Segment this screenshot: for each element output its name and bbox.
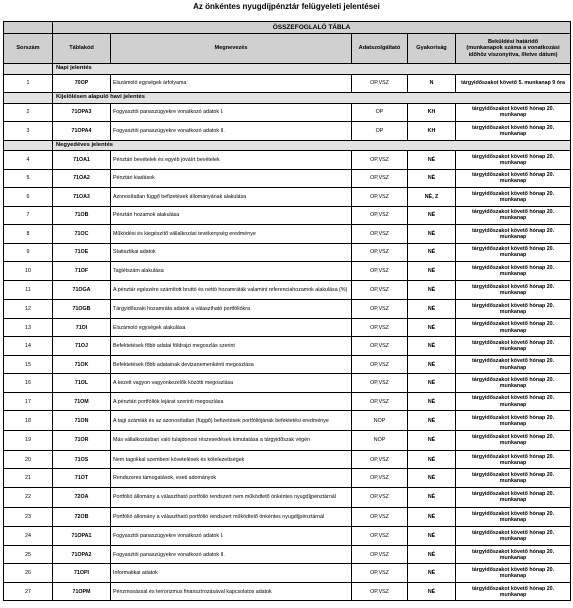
table-row bbox=[4, 545, 571, 564]
table-row bbox=[4, 411, 571, 431]
cell-table-code: 71OB bbox=[53, 206, 111, 225]
cell-frequency: NÉ bbox=[408, 355, 456, 374]
cell-description: Elszámoló egységek árfolyama bbox=[111, 74, 352, 93]
cell-provider: OP,VSZ bbox=[352, 545, 408, 564]
table-row bbox=[4, 450, 571, 469]
header-code: Táblakód bbox=[53, 34, 111, 64]
section-title: Negyedéves jelentés bbox=[53, 140, 571, 151]
cell-provider: OP,VSZ bbox=[352, 300, 408, 319]
cell-provider: OP bbox=[352, 103, 408, 122]
cell-provider: OP,VSZ bbox=[352, 206, 408, 225]
cell-table-code: 71OM bbox=[53, 392, 111, 411]
table-row bbox=[4, 280, 571, 300]
cell-description: A pénztár egészére számított bruttó és nettó hozamráták valamint referenciahozamok alakulása (%) bbox=[111, 280, 352, 300]
cell-frequency: KH bbox=[408, 122, 456, 141]
cell-provider: OP,VSZ bbox=[352, 355, 408, 374]
cell-number: 22 bbox=[4, 487, 53, 507]
cell-frequency: KH bbox=[408, 103, 456, 122]
cell-description: Működési és kiegészítő vállalkozási tevékenység eredménye bbox=[111, 225, 352, 244]
cell-number: 1 bbox=[4, 74, 53, 93]
table-row bbox=[4, 469, 571, 488]
table-row bbox=[4, 392, 571, 411]
cell-number: 13 bbox=[4, 318, 53, 337]
cell-table-code: 71OR bbox=[53, 431, 111, 451]
cell-description: Fogyasztói panaszügyekre vonatkozó adatok II. bbox=[111, 122, 352, 141]
cell-table-code: 70OP bbox=[53, 74, 111, 93]
cell-deadline: tárgyidőszakot követő hónap 20. munkanap bbox=[456, 374, 571, 393]
header-name: Megnevezés bbox=[111, 34, 352, 64]
cell-provider: OP,VSZ bbox=[352, 188, 408, 207]
cell-description: Elszámoló egységek alakulása bbox=[111, 318, 352, 337]
cell-description: Rendszeres támogatások, eseti adományok bbox=[111, 469, 352, 488]
cell-frequency: N bbox=[408, 74, 456, 93]
cell-provider: OP,VSZ bbox=[352, 280, 408, 300]
section-row bbox=[4, 64, 571, 75]
cell-provider: OP,VSZ bbox=[352, 318, 408, 337]
cell-number: 3 bbox=[4, 122, 53, 141]
section-spacer bbox=[4, 140, 53, 151]
cell-number: 18 bbox=[4, 411, 53, 431]
cell-deadline: tárgyidőszakot követő hónap 20. munkanap bbox=[456, 103, 571, 122]
cell-provider: OP,VSZ bbox=[352, 527, 408, 546]
cell-provider: OP,VSZ bbox=[352, 487, 408, 507]
cell-description: A pénztári portfóliók lejárat szerinti megoszlása bbox=[111, 392, 352, 411]
table-caption: ÖSSZEFOGLALÓ TÁBLA bbox=[53, 22, 571, 34]
table-row bbox=[4, 337, 571, 356]
cell-deadline: tárgyidőszakot követő hónap 20. munkanap bbox=[456, 122, 571, 141]
cell-number: 17 bbox=[4, 392, 53, 411]
header-no: Sorszám bbox=[4, 34, 53, 64]
cell-deadline: tárgyidőszakot követő hónap 20. munkanap bbox=[456, 527, 571, 546]
cell-frequency: NÉ bbox=[408, 169, 456, 188]
cell-number: 8 bbox=[4, 225, 53, 244]
cell-deadline: tárgyidőszakot követő hónap 20. munkanap bbox=[456, 487, 571, 507]
cell-description: Fogyasztói panaszügyekre vonatkozó adatok I. bbox=[111, 103, 352, 122]
cell-frequency: NÉ bbox=[408, 431, 456, 451]
cell-table-code: 71OGA bbox=[53, 280, 111, 300]
section-spacer bbox=[4, 64, 53, 75]
page-title: Az önkéntes nyugdíjpénztár felügyeleti jelentései bbox=[193, 2, 380, 11]
cell-frequency: NÉ bbox=[408, 545, 456, 564]
cell-deadline: tárgyidőszakot követő hónap 20. munkanap bbox=[456, 545, 571, 564]
cell-deadline: tárgyidőszakot követő hónap 20. munkanap bbox=[456, 431, 571, 451]
cell-number: 2 bbox=[4, 103, 53, 122]
cell-frequency: NÉ bbox=[408, 392, 456, 411]
cell-frequency: NÉ bbox=[408, 300, 456, 319]
cell-frequency: NÉ bbox=[408, 243, 456, 262]
cell-table-code: 71OK bbox=[53, 355, 111, 374]
table-row bbox=[4, 374, 571, 393]
table-row bbox=[4, 318, 571, 337]
cell-frequency: NÉ bbox=[408, 507, 456, 527]
cell-description: Portfólió állomány a választható portfólió rendszert működtető önkéntes nyugdíjpénztárnál bbox=[111, 507, 352, 527]
table-row bbox=[4, 507, 571, 527]
cell-table-code: 71OC bbox=[53, 225, 111, 244]
cell-deadline: tárgyidőszakot követő hónap 20. munkanap bbox=[456, 564, 571, 583]
cell-table-code: 71OL bbox=[53, 374, 111, 393]
table-row bbox=[4, 300, 571, 319]
cell-table-code: 71OA1 bbox=[53, 151, 111, 170]
cell-number: 5 bbox=[4, 169, 53, 188]
cell-description: Más vállalkozásban való tulajdonosi részesedések kimutatása a tárgyidőszak végén bbox=[111, 431, 352, 451]
cell-number: 11 bbox=[4, 280, 53, 300]
cell-deadline: tárgyidőszakot követő hónap 20. munkanap bbox=[456, 280, 571, 300]
cell-table-code: 71OPA1 bbox=[53, 527, 111, 546]
cell-deadline: tárgyidőszakot követő hónap 20. munkanap bbox=[456, 507, 571, 527]
cell-deadline: tárgyidőszakot követő hónap 20. munkanap bbox=[456, 188, 571, 207]
cell-table-code: 71OPI bbox=[53, 564, 111, 583]
cell-deadline: tárgyidőszakot követő hónap 20. munkanap bbox=[456, 318, 571, 337]
cell-description: Statisztikai adatok bbox=[111, 243, 352, 262]
cell-provider: OP,VSZ bbox=[352, 151, 408, 170]
cell-number: 20 bbox=[4, 450, 53, 469]
cell-number: 4 bbox=[4, 151, 53, 170]
cell-provider: OP,VSZ bbox=[352, 564, 408, 583]
cell-deadline: tárgyidőszakot követő hónap 20. munkanap bbox=[456, 582, 571, 601]
cell-table-code: 71OPA2 bbox=[53, 545, 111, 564]
table-row bbox=[4, 243, 571, 262]
cell-deadline: tárgyidőszakot követő hónap 20. munkanap bbox=[456, 225, 571, 244]
cell-frequency: NÉ bbox=[408, 374, 456, 393]
cell-provider: NOP bbox=[352, 431, 408, 451]
cell-table-code: 71OT bbox=[53, 469, 111, 488]
cell-table-code: 72OB bbox=[53, 507, 111, 527]
cell-frequency: NÉ bbox=[408, 411, 456, 431]
cell-deadline: tárgyidőszakot követő hónap 20. munkanap bbox=[456, 262, 571, 281]
table-row bbox=[4, 355, 571, 374]
cell-description: Pénzmosással és terrorizmus finanszírozásával kapcsolatos adatok bbox=[111, 582, 352, 601]
table-row bbox=[4, 74, 571, 93]
header-frequency: Gyakoriság bbox=[408, 34, 456, 64]
cell-deadline: tárgyidőszakot követő hónap 20. munkanap bbox=[456, 300, 571, 319]
table-row bbox=[4, 225, 571, 244]
cell-provider: NOP bbox=[352, 411, 408, 431]
cell-table-code: 71OGB bbox=[53, 300, 111, 319]
table-row bbox=[4, 188, 571, 207]
table-row bbox=[4, 103, 571, 122]
cell-number: 21 bbox=[4, 469, 53, 488]
section-row bbox=[4, 140, 571, 151]
cell-deadline: tárgyidőszakot követő hónap 20. munkanap bbox=[456, 169, 571, 188]
cell-provider: OP,VSZ bbox=[352, 74, 408, 93]
cell-description: Pénztári hozamok alakulása bbox=[111, 206, 352, 225]
cell-deadline: tárgyidőszakot követő hónap 20. munkanap bbox=[456, 469, 571, 488]
cell-description: Pénztári bevételek és egyéb jóváírt bevételek bbox=[111, 151, 352, 170]
cell-table-code: 71ON bbox=[53, 411, 111, 431]
cell-number: 16 bbox=[4, 374, 53, 393]
table-row bbox=[4, 431, 571, 451]
table-row bbox=[4, 262, 571, 281]
cell-provider: OP,VSZ bbox=[352, 469, 408, 488]
cell-frequency: NÉ bbox=[408, 469, 456, 488]
cell-provider: OP,VSZ bbox=[352, 450, 408, 469]
section-row bbox=[4, 93, 571, 104]
cell-deadline: tárgyidőszakot követő hónap 20. munkanap bbox=[456, 151, 571, 170]
cell-description: Taglétszám alakulása bbox=[111, 262, 352, 281]
cell-number: 19 bbox=[4, 431, 53, 451]
cell-table-code: 71OPA3 bbox=[53, 103, 111, 122]
cell-frequency: NÉ bbox=[408, 487, 456, 507]
cell-table-code: 72OA bbox=[53, 487, 111, 507]
cell-description: A kezelt vagyon vagyonkezelők közötti megoszlása bbox=[111, 374, 352, 393]
cell-frequency: NÉ bbox=[408, 564, 456, 583]
cell-description: Azonosítatlan függő befizetések állományának alakulása bbox=[111, 188, 352, 207]
cell-provider: OP,VSZ bbox=[352, 582, 408, 601]
cell-provider: OP,VSZ bbox=[352, 262, 408, 281]
cell-description: Tárgyidőszaki hozamráta adatok a választható portfóliókra bbox=[111, 300, 352, 319]
cell-provider: OP,VSZ bbox=[352, 225, 408, 244]
cell-frequency: NÉ bbox=[408, 582, 456, 601]
cell-number: 10 bbox=[4, 262, 53, 281]
cell-frequency: NÉ bbox=[408, 280, 456, 300]
table-caption-spacer bbox=[4, 22, 53, 34]
cell-provider: OP bbox=[352, 122, 408, 141]
cell-deadline: tárgyidőszakot követő hónap 20. munkanap bbox=[456, 337, 571, 356]
table-row bbox=[4, 122, 571, 141]
cell-deadline: tárgyidőszakot követő hónap 20. munkanap bbox=[456, 355, 571, 374]
cell-table-code: 71OS bbox=[53, 450, 111, 469]
cell-number: 24 bbox=[4, 527, 53, 546]
cell-table-code: 71OI bbox=[53, 318, 111, 337]
header-deadline bbox=[456, 34, 571, 64]
cell-deadline: tárgyidőszakot követő hónap 20. munkanap bbox=[456, 450, 571, 469]
cell-frequency: NÉ bbox=[408, 262, 456, 281]
cell-frequency: NÉ bbox=[408, 206, 456, 225]
cell-deadline: tárgyidőszakot követő hónap 20. munkanap bbox=[456, 411, 571, 431]
table-row bbox=[4, 582, 571, 601]
section-title: Kijelölésen alapuló havi jelentés bbox=[53, 93, 571, 104]
cell-description: Fogyasztói panaszügyekre vonatkozó adatok I. bbox=[111, 527, 352, 546]
cell-provider: OP,VSZ bbox=[352, 243, 408, 262]
cell-number: 27 bbox=[4, 582, 53, 601]
cell-frequency: NÉ bbox=[408, 318, 456, 337]
cell-description: Portfólió állomány a választható portfólió rendszert nem működtető önkéntes nyugdíjpénztárnál bbox=[111, 487, 352, 507]
table-row bbox=[4, 564, 571, 583]
cell-number: 9 bbox=[4, 243, 53, 262]
cell-number: 14 bbox=[4, 337, 53, 356]
cell-frequency: NÉ, Z bbox=[408, 188, 456, 207]
cell-frequency: NÉ bbox=[408, 151, 456, 170]
cell-number: 25 bbox=[4, 545, 53, 564]
cell-deadline: tárgyidőszakot követő hónap 20. munkanap bbox=[456, 243, 571, 262]
cell-description: Nem tagokkal szembeni követelések és kötelezettségek bbox=[111, 450, 352, 469]
cell-table-code: 71OPM bbox=[53, 582, 111, 601]
cell-description: A tagi számlák és az azonosítatlan (függő) befizetések portfóliójának befektetési eredménye bbox=[111, 411, 352, 431]
table-body bbox=[4, 64, 571, 601]
section-spacer bbox=[4, 93, 53, 104]
cell-number: 12 bbox=[4, 300, 53, 319]
table-row bbox=[4, 169, 571, 188]
cell-number: 15 bbox=[4, 355, 53, 374]
table-row bbox=[4, 527, 571, 546]
cell-number: 7 bbox=[4, 206, 53, 225]
cell-description: Fogyasztói panaszügyekre vonatkozó adatok II. bbox=[111, 545, 352, 564]
cell-frequency: NÉ bbox=[408, 450, 456, 469]
cell-provider: OP,VSZ bbox=[352, 392, 408, 411]
cell-description: Informatikai adatok bbox=[111, 564, 352, 583]
cell-number: 6 bbox=[4, 188, 53, 207]
cell-number: 23 bbox=[4, 507, 53, 527]
cell-deadline: tárgyidőszakot követő hónap 20. munkanap bbox=[456, 392, 571, 411]
cell-table-code: 71OA3 bbox=[53, 188, 111, 207]
cell-frequency: NÉ bbox=[408, 225, 456, 244]
header-deadline-subtitle: (munkanapok száma a vonatkozási időhöz viszonyítva, illetve dátum) bbox=[466, 45, 560, 58]
cell-number: 26 bbox=[4, 564, 53, 583]
cell-description: Pénztári kiadások bbox=[111, 169, 352, 188]
cell-frequency: NÉ bbox=[408, 527, 456, 546]
table-row bbox=[4, 487, 571, 507]
cell-deadline: tárgyidőszakot követő hónap 20. munkanap bbox=[456, 206, 571, 225]
header-deadline-title: Beküldési határidő bbox=[488, 38, 539, 45]
cell-provider: OP,VSZ bbox=[352, 337, 408, 356]
cell-frequency: NÉ bbox=[408, 337, 456, 356]
table-row bbox=[4, 151, 571, 170]
cell-description: Befektetések főbb adatai földrajzi megoszlás szerint bbox=[111, 337, 352, 356]
cell-table-code: 71OA2 bbox=[53, 169, 111, 188]
cell-deadline: tárgyidőszakot követő 5. munkanap 9 óra bbox=[456, 74, 571, 93]
cell-description: Befektetések főbb adatainak devizanemenkénti megoszlása bbox=[111, 355, 352, 374]
section-title: Napi jelentés bbox=[53, 64, 571, 75]
cell-provider: OP,VSZ bbox=[352, 374, 408, 393]
cell-table-code: 71OE bbox=[53, 243, 111, 262]
cell-table-code: 71OPA4 bbox=[53, 122, 111, 141]
table-row bbox=[4, 206, 571, 225]
cell-table-code: 71OJ bbox=[53, 337, 111, 356]
cell-provider: OP,VSZ bbox=[352, 169, 408, 188]
cell-provider: OP,VSZ bbox=[352, 507, 408, 527]
header-provider: Adatszolgáltató bbox=[352, 34, 408, 64]
summary-table bbox=[3, 21, 571, 601]
cell-table-code: 71OF bbox=[53, 262, 111, 281]
